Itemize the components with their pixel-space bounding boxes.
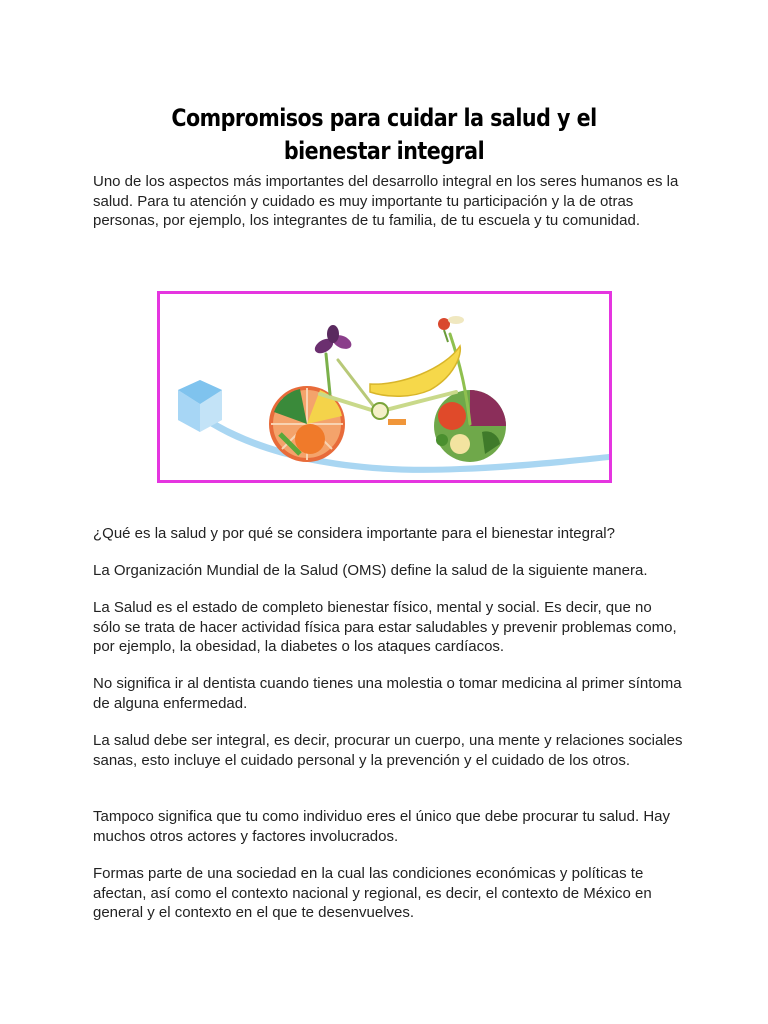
basil-leaves [312,325,353,356]
banana [370,346,460,396]
individual-paragraph: Tampoco significa que tu como individuo eres el único que debe procurar tu salud. Hay muchos otros actores y factores involucrados. [93,808,671,845]
vegetable-wheel [434,390,506,462]
oms-paragraph: La Organización Mundial de la Salud (OMS) define la salud de la siguiente manera. [93,562,648,579]
definition-paragraph: La Salud es el estado de completo bienestar físico, mental y social. Es decir, que no sólo se trata de hacer actividad física para estar saludables y prevenir problemas como, por ejemplo, la obesidad, la diabetes o los ataques cardíacos. [93,599,677,656]
illustration-frame [157,291,612,483]
road-swoosh [190,404,609,473]
society-paragraph: Formas parte de una sociedad en la cual las condiciones económicas y políticas te afectan, así como el contexto nacional y regional, es decir, el contexto de México en general y el contexto en el que te desenvuelves. [93,865,652,922]
fruit-bicycle-illustration [160,294,609,480]
page-title: Compromisos para cuidar la salud y el bienestar integral [171,104,597,166]
integral-paragraph: La salud debe ser integral, es decir, procurar un cuerpo, una mente y relaciones sociales sanas, esto incluye el cuidado personal y la prevención y el cuidado de los otros. [93,732,683,769]
intro-paragraph: Uno de los aspectos más importantes del desarrollo integral en los seres humanos es la salud. Para tu atención y cuidado es muy importante tu participación y la de otras personas, por ejemplo, los integrantes de tu familia, de tu escuela y tu comunidad. [93,173,679,230]
question-paragraph: ¿Qué es la salud y por qué se considera importante para el bienestar integral? [93,525,615,542]
dentist-paragraph: No significa ir al dentista cuando tienes una molestia o tomar medicina al primer síntoma de alguna enfermedad. [93,675,682,712]
